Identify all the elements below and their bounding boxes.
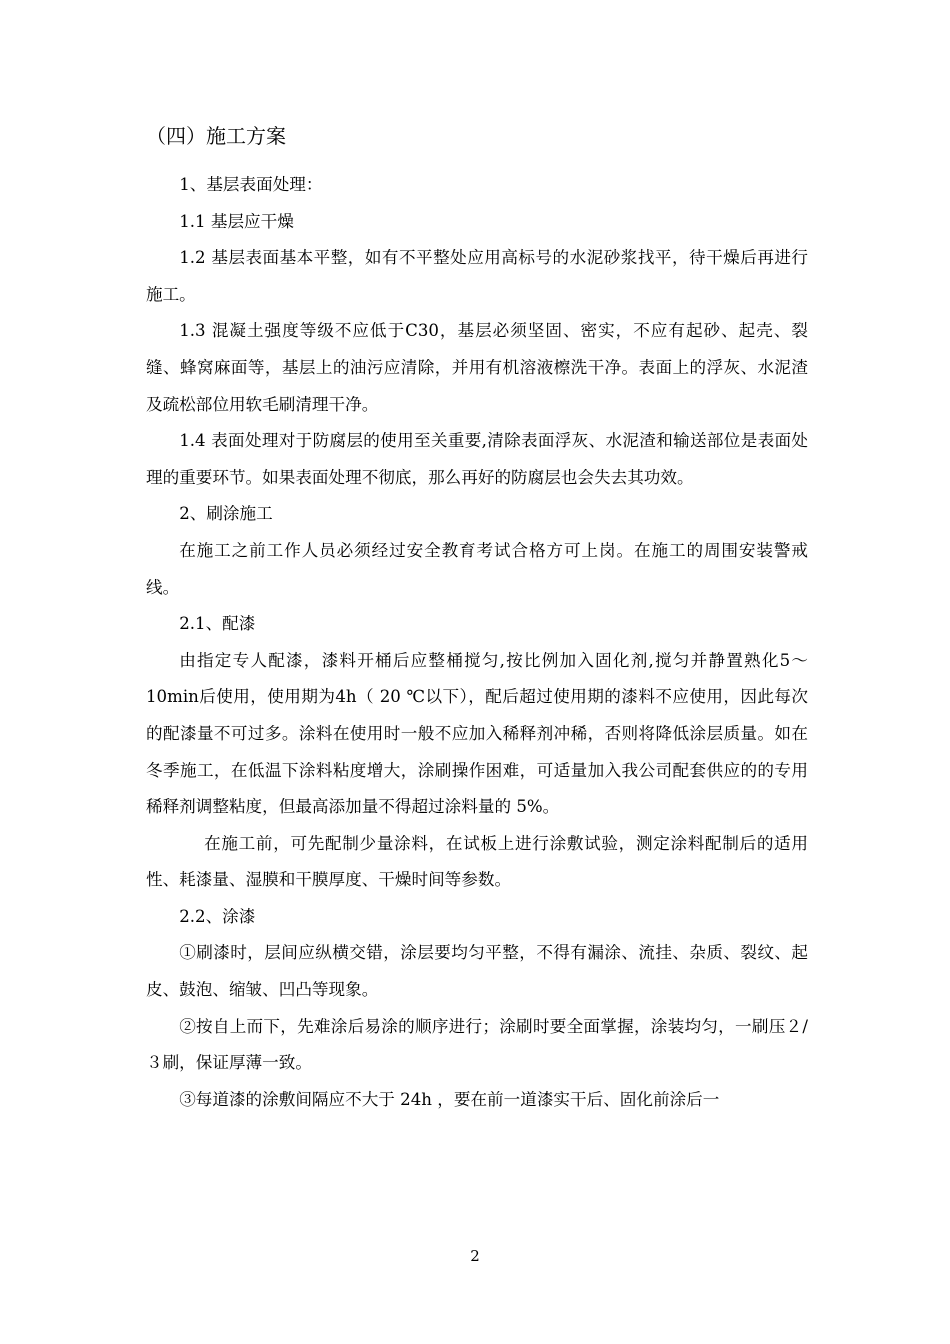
- section-heading: （四）施工方案: [146, 124, 286, 148]
- page-number: 2: [470, 1247, 480, 1265]
- paragraph-item: ②按自上而下，先难涂后易涂的顺序进行；涂刷时要全面掌握，涂装均匀，一刷压２/３刷，保证厚薄一致。: [146, 1016, 808, 1073]
- paragraph-item: ③每道漆的涂敷间隔应不大于 24h ，要在前一道漆实干后、固化前涂后一: [179, 1089, 720, 1109]
- paragraph: 由指定专人配漆，漆料开桶后应整桶搅匀,按比例加入固化剂,搅匀并静置熟化5～10min后使用，使用期为4h（ 20 ℃以下），配后超过使用期的漆料不应使用，因此每次的配漆量不可过多。涂料在使用时一般不应加入稀释剂冲稀，否则将降低涂层质量。如在冬季施工，在低温下涂料粘度增大，涂刷操作困难，可适量加入我公司配套供应的的专用稀释剂调整粘度，但最高添加量不得超过涂料量的 5%。: [146, 650, 808, 817]
- paragraph-subheading: 1、基层表面处理：: [179, 175, 323, 194]
- paragraph: 在施工之前工作人员必须经过安全教育考试合格方可上岗。在施工的周围安装警戒线。: [146, 540, 808, 597]
- paragraph-subheading: 2.1、配漆: [179, 614, 256, 634]
- body-text: [146, 167, 808, 1118]
- paragraph-item: 1.4 表面处理对于防腐层的使用至关重要,清除表面浮灰、水泥渣和输送部位是表面处理的重要环节。如果表面处理不彻底，那么再好的防腐层也会失去其功效。: [146, 431, 808, 487]
- paragraph-item: 1.2 基层表面基本平整，如有不平整处应用高标号的水泥砂浆找平，待干燥后再进行施工。: [146, 248, 808, 304]
- paragraph-item: 1.1 基层应干燥: [179, 211, 294, 231]
- paragraph-subheading: 2、刷涂施工: [179, 504, 273, 524]
- paragraph: 在施工前，可先配制少量涂料，在试板上进行涂敷试验，测定涂料配制后的适用性、耗漆量、湿膜和干膜厚度、干燥时间等参数。: [146, 833, 808, 890]
- paragraph-item: ①刷漆时，层间应纵横交错，涂层要均匀平整，不得有漏涂、流挂、杂质、裂纹、起皮、鼓泡、缩皱、凹凸等现象。: [146, 943, 808, 1000]
- paragraph-subheading: 2.2、涂漆: [179, 906, 256, 926]
- paragraph-item: 1.3 混凝土强度等级不应低于C30，基层必须坚固、密实，不应有起砂、起壳、裂缝、蜂窝麻面等，基层上的油污应清除，并用有机溶液檫洗干净。表面上的浮灰、水泥渣及疏松部位用软毛刷清理干净。: [146, 321, 808, 414]
